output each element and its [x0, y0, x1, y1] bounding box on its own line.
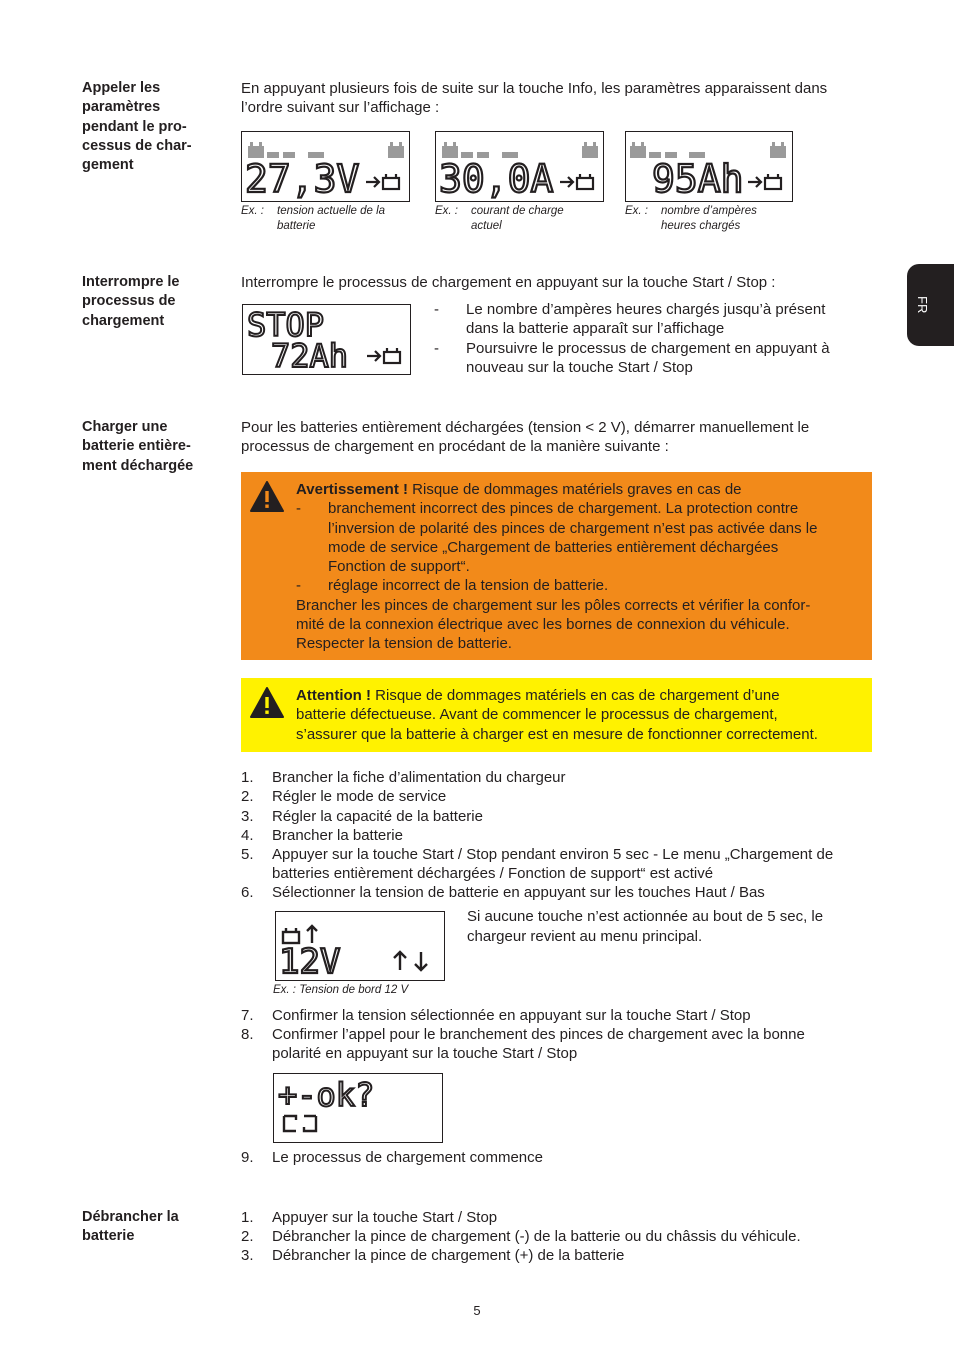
section-title-disconnect — [82, 1208, 217, 1247]
bullet-line: dans la batterie apparaît sur l’affichage — [466, 320, 725, 338]
item-number: 8. — [241, 1026, 254, 1043]
lcd-graphic — [243, 305, 410, 374]
up-down-arrows-icon — [394, 952, 427, 970]
warning-heading: Avertissement ! — [296, 481, 408, 498]
attention-line: batterie défectueuse. Avant de commencer le processus de chargement, — [296, 706, 778, 724]
charging-icon — [366, 174, 399, 189]
lcd-value: 27,3V — [245, 157, 360, 201]
caption-prefix: Ex. : — [435, 205, 459, 217]
voltage-note — [467, 907, 872, 947]
lcd-display-current — [435, 131, 604, 202]
title-line: pendant le pro- — [82, 118, 187, 135]
caption-line: batterie — [277, 220, 316, 232]
item-number: 4. — [241, 827, 254, 844]
item-text: Régler la capacité de la batterie — [272, 808, 483, 825]
caption-prefix: Ex. : — [625, 205, 649, 217]
title-line: Charger une — [82, 419, 168, 435]
item-number: 5. — [241, 846, 254, 863]
warning-line: réglage incorrect de la tension de batterie. — [328, 577, 609, 595]
lcd-graphic — [242, 132, 409, 201]
item-text: Le processus de chargement commence — [272, 1149, 543, 1166]
caption-line: courant de charge — [471, 205, 564, 217]
bullet-dash: - — [296, 500, 301, 518]
charging-icon — [560, 174, 593, 189]
item-text: Débrancher la pince de chargement (+) de la batterie — [272, 1247, 625, 1264]
item-number: 9. — [241, 1149, 254, 1166]
lcd-value: 12V — [279, 942, 341, 980]
lcd-graphic — [436, 132, 603, 201]
caption-line: heures chargés — [661, 220, 741, 232]
interrupt-intro: Interrompre le processus de chargement en appuyant sur la touche Start / Stop : — [241, 274, 776, 291]
item-number: 3. — [241, 1247, 254, 1264]
title-line: batterie — [82, 1228, 135, 1245]
warning-text — [296, 480, 860, 654]
lcd-display-voltage — [241, 131, 410, 202]
caption-prefix: Ex. : — [241, 205, 265, 217]
warning-line: mité de la connexion électrique avec les bornes de connexion du véhicule. — [296, 616, 790, 634]
bullet-dash: - — [296, 577, 301, 595]
note-line: chargeur revient au menu principal. — [467, 928, 703, 946]
params-intro — [241, 79, 881, 118]
note-line: Si aucune touche n’est actionnée au bout de 5 sec, le — [467, 908, 824, 925]
title-line: gement — [82, 157, 134, 174]
lcd-display-voltage-select — [275, 911, 445, 981]
warning-line: Fonction de support“. — [328, 558, 470, 576]
lcd-line-1: STOP — [247, 306, 325, 344]
title-line: Interrompre le — [82, 274, 180, 290]
item-text: Sélectionner la tension de batterie en appuyant sur les touches Haut / Bas — [272, 884, 765, 901]
title-line: batterie entière- — [82, 438, 191, 455]
language-tab — [907, 264, 954, 346]
warning-triangle-icon — [249, 686, 285, 719]
bullet-line: Le nombre d’ampères heures chargés jusqu’à présent — [466, 301, 826, 318]
title-line: Appeler les — [82, 80, 161, 96]
title-line: ment déchargée — [82, 457, 194, 474]
item-number: 7. — [241, 1007, 254, 1024]
charging-icon — [748, 174, 781, 189]
title-line: paramètres — [82, 99, 161, 116]
intro-line: l’ordre suivant sur l’affichage : — [241, 99, 440, 117]
item-text: Confirmer l’appel pour le branchement des pinces de chargement avec la bonne — [272, 1026, 805, 1043]
title-line: processus de — [82, 293, 176, 310]
battery-bar-icon — [630, 142, 786, 158]
lcd-value: 95Ah — [652, 157, 744, 201]
item-number: 2. — [241, 788, 254, 805]
discharged-intro — [241, 418, 881, 457]
caption-current — [435, 204, 615, 236]
item-text: Brancher la batterie — [272, 827, 403, 844]
caption-amp-hours — [625, 204, 805, 236]
page-number: 5 — [473, 1303, 481, 1318]
attention-text — [296, 686, 860, 744]
lcd-display-stop — [242, 304, 411, 375]
warning-line: mode de service „Chargement de batteries entièrement déchargées — [328, 538, 779, 556]
item-text: Appuyer sur la touche Start / Stop pendant environ 5 sec - Le menu „Chargement de — [272, 846, 834, 863]
item-text: Confirmer la tension sélectionnée en appuyant sur la touche Start / Stop — [272, 1007, 751, 1024]
section-title-interrupt — [82, 273, 217, 331]
lcd-display-amp-hours — [625, 131, 793, 202]
caption-voltage — [241, 204, 421, 236]
warning-line: Respecter la tension de batterie. — [296, 635, 512, 653]
warning-line: Risque de dommages matériels graves en cas de — [408, 481, 742, 498]
battery-bar-icon — [442, 142, 598, 158]
warning-line: l’inversion de polarité des pinces de chargement n’est pas activée dans le — [328, 519, 818, 537]
warning-triangle-icon — [249, 480, 285, 513]
clamp-connection-icon — [284, 1116, 316, 1131]
item-number: 1. — [241, 769, 254, 786]
caption-line: tension actuelle de la — [277, 205, 386, 217]
lcd-graphic — [274, 1074, 442, 1142]
intro-line: En appuyant plusieurs fois de suite sur la touche Info, les paramètres apparaissent dans — [241, 80, 828, 97]
item-text: Brancher la fiche d’alimentation du chargeur — [272, 769, 566, 786]
item-number: 6. — [241, 884, 254, 901]
caption-voltage-select: Ex. : Tension de bord 12 V — [273, 984, 409, 996]
warning-line: branchement incorrect des pinces de chargement. La protection contre — [328, 500, 799, 518]
bullet-line: nouveau sur la touche Start / Stop — [466, 359, 693, 377]
bullet-line: Poursuivre le processus de chargement en appuyant à — [466, 340, 830, 357]
warning-box — [241, 472, 872, 660]
lcd-display-polarity-confirm — [273, 1073, 443, 1143]
interrupt-bullet — [434, 339, 874, 378]
attention-heading: Attention ! — [296, 687, 371, 704]
item-text: Débrancher la pince de chargement (-) de la batterie ou du châssis du véhicule. — [272, 1228, 801, 1245]
item-number: 1. — [241, 1209, 254, 1226]
interrupt-bullet — [434, 300, 874, 339]
item-text: polarité en appuyant sur la touche Start / Stop — [272, 1045, 578, 1063]
caption-line: nombre d’ampères — [661, 205, 757, 217]
charging-icon — [367, 348, 400, 363]
title-line: chargement — [82, 312, 165, 329]
caption-line: actuel — [471, 220, 502, 232]
intro-line: processus de chargement en procédant de la manière suivante : — [241, 438, 669, 456]
section-title-discharged — [82, 418, 217, 476]
item-text: Appuyer sur la touche Start / Stop — [272, 1209, 498, 1226]
lcd-value: 30,0A — [439, 157, 554, 201]
lcd-graphic — [626, 132, 792, 201]
item-text: batteries entièrement déchargées / Fonction de support“ est activé — [272, 865, 714, 883]
battery-up-icon — [283, 926, 317, 943]
attention-box — [241, 678, 872, 752]
bullet-dash: - — [434, 301, 439, 318]
bullet-dash: - — [434, 340, 439, 357]
item-number: 2. — [241, 1228, 254, 1245]
section-title-params — [82, 79, 217, 175]
item-text: Régler le mode de service — [272, 788, 447, 805]
title-line: cessus de char- — [82, 137, 192, 154]
language-tab-label: FR — [915, 296, 930, 314]
title-line: Débrancher la — [82, 1209, 179, 1225]
item-number: 3. — [241, 808, 254, 825]
attention-line: s’assurer que la batterie à charger est en mesure de fonctionner correctement. — [296, 725, 818, 743]
lcd-graphic — [276, 912, 444, 980]
warning-line: Brancher les pinces de chargement sur les pôles corrects et vérifier la confor- — [296, 596, 811, 614]
attention-line: Risque de dommages matériels en cas de chargement d’une — [370, 687, 780, 704]
battery-bar-icon — [248, 142, 404, 158]
lcd-value: +-ok? — [278, 1076, 375, 1114]
intro-line: Pour les batteries entièrement déchargées (tension < 2 V), démarrer manuellement le — [241, 419, 810, 436]
lcd-line-2: 72Ah — [271, 337, 349, 374]
